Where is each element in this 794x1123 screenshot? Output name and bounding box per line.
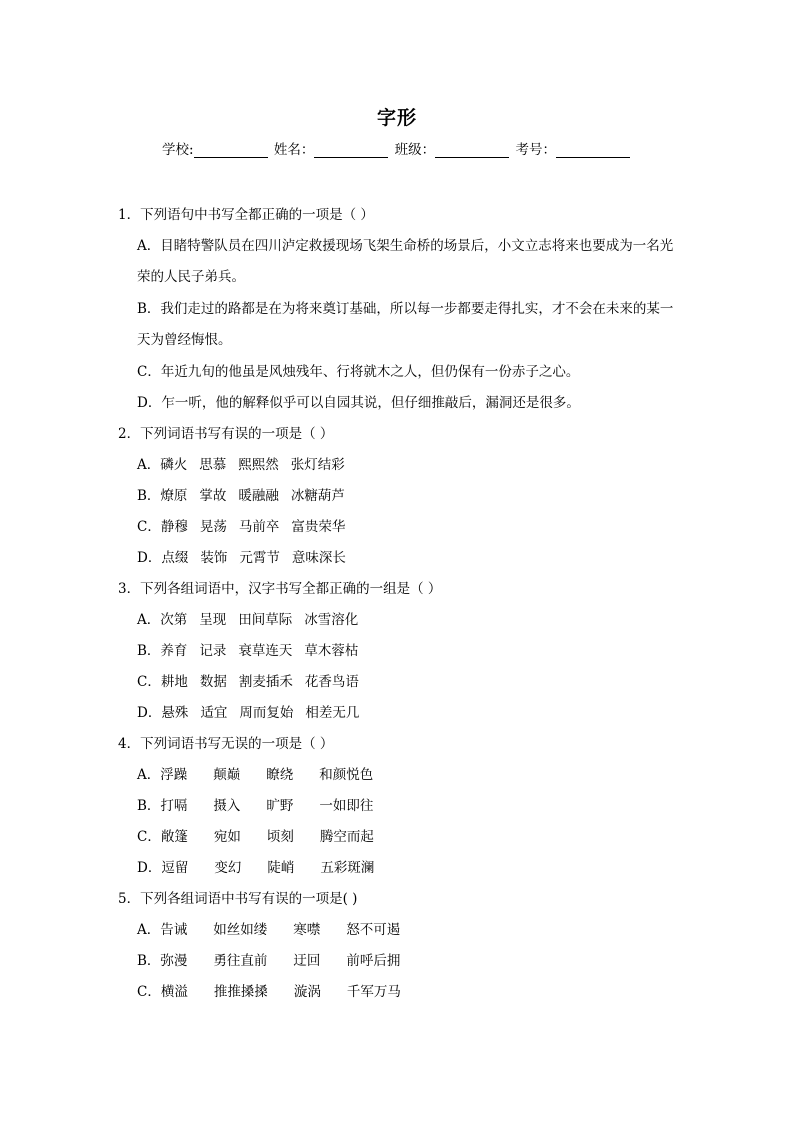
option-word: 富贵荣华 (291, 519, 346, 535)
option-letter: A． (137, 767, 161, 783)
name-blank (314, 143, 388, 158)
option-letter: B． (137, 488, 161, 504)
option-word: 花香鸟语 (304, 674, 359, 690)
class-label: 班级： (394, 142, 436, 158)
option-word: 思慕 (199, 457, 227, 473)
option-word: 呈现 (199, 612, 227, 628)
question-option (118, 703, 678, 734)
question-stem: 1．下列语句中书写全都正确的一项是（ ） (118, 207, 374, 223)
option-letter: C． (137, 519, 161, 535)
option-word: 相差无几 (305, 705, 360, 721)
option-word: 意味深长 (291, 550, 346, 566)
option-letter: B． (137, 643, 161, 659)
school-label: 学校: (162, 142, 194, 158)
option-word: 旷野 (266, 798, 294, 814)
option-letter: A． (137, 922, 161, 938)
name-label: 姓名： (273, 142, 315, 158)
question-option: A．目睹特警队员在四川泸定救援现场飞架生命桥的场景后，小文立志将来也要成为一名光荣的人民子弟兵。 (137, 238, 674, 285)
option-word: 变幻 (214, 860, 242, 876)
option-letter: D． (137, 860, 162, 876)
option-letter: C． (137, 984, 161, 1000)
option-word: 燎原 (160, 488, 188, 504)
question-option: C．年近九旬的他虽是风烛残年、行将就木之人，但仍保有一份赤子之心。 (137, 364, 580, 380)
option-word: 掌故 (199, 488, 227, 504)
option-word: 晃荡 (199, 519, 227, 535)
option-word: 次第 (160, 612, 188, 628)
question-option (118, 610, 678, 641)
option-word: 瞭绕 (266, 767, 294, 783)
option-word: 数据 (199, 674, 227, 690)
option-letter: B． (137, 953, 161, 969)
option-word: 装饰 (200, 550, 228, 566)
option-word: 千军万马 (346, 984, 401, 1000)
option-word: 宛如 (213, 829, 241, 845)
option-word: 磷火 (160, 457, 188, 473)
option-word: 暖融融 (238, 488, 279, 504)
question-option (118, 858, 678, 889)
option-word: 张灯结彩 (290, 457, 345, 473)
page-title: 字形 (376, 107, 417, 129)
option-word: 一如即往 (319, 798, 374, 814)
option-word: 元霄节 (239, 550, 280, 566)
question-option (118, 672, 678, 703)
question-option (118, 796, 678, 827)
option-word: 顷刻 (266, 829, 294, 845)
option-word: 耕地 (160, 674, 188, 690)
option-letter: C． (137, 829, 161, 845)
option-word: 腾空而起 (319, 829, 374, 845)
student-info-line (0, 138, 794, 158)
option-letter: D． (137, 550, 162, 566)
number-label: 考号： (515, 142, 556, 158)
option-word: 草木蓉枯 (304, 643, 359, 659)
option-word: 弥漫 (160, 953, 188, 969)
question-list (118, 205, 678, 1013)
option-letter: B． (137, 798, 161, 814)
option-word: 五彩斑澜 (320, 860, 375, 876)
question-option (118, 455, 678, 486)
question-option (118, 641, 678, 672)
option-word: 冰雪溶化 (304, 612, 359, 628)
option-word: 敞篷 (160, 829, 188, 845)
option-word: 和颜悦色 (319, 767, 374, 783)
question-option (118, 548, 678, 579)
option-word: 周而复始 (239, 705, 294, 721)
option-letter: A． (137, 457, 161, 473)
option-word: 浮躁 (160, 767, 188, 783)
question-option: D．乍一听，他的解释似乎可以自园其说，但仔细推敲后，漏洞还是很多。 (137, 395, 580, 411)
option-word: 养育 (160, 643, 188, 659)
option-word: 摄入 (213, 798, 241, 814)
question-stem: 4．下列词语书写无误的一项是（ ） (118, 736, 334, 752)
question-option (118, 486, 678, 517)
option-word: 推推搡搡 (213, 984, 268, 1000)
option-word: 颠巅 (213, 767, 241, 783)
option-word: 前呼后拥 (346, 953, 401, 969)
question-stem: 3．下列各组词语中，汉字书写全都正确的一组是（ ） (118, 581, 442, 597)
option-word: 割麦插禾 (238, 674, 293, 690)
option-word: 怒不可遏 (346, 922, 401, 938)
option-word: 悬殊 (161, 705, 189, 721)
option-letter: D． (137, 705, 162, 721)
option-letter: A． (137, 612, 161, 628)
option-word: 点缀 (161, 550, 189, 566)
question-option (118, 517, 678, 548)
option-word: 冰糖葫芦 (290, 488, 345, 504)
option-word: 逗留 (161, 860, 189, 876)
option-word: 迂回 (293, 953, 321, 969)
option-word: 漩涡 (293, 984, 321, 1000)
option-word: 告诫 (160, 922, 188, 938)
question-stem: 5．下列各组词语中书写有误的一项是( ) (118, 891, 358, 907)
option-word: 适宜 (200, 705, 228, 721)
question-option (118, 951, 678, 982)
option-word: 陡峭 (267, 860, 295, 876)
option-word: 衰草连天 (238, 643, 293, 659)
option-word: 勇往直前 (213, 953, 268, 969)
option-word: 打嗝 (160, 798, 188, 814)
option-word: 熙熙然 (238, 457, 279, 473)
option-letter: C． (137, 674, 161, 690)
option-word: 横溢 (160, 984, 188, 1000)
option-word: 马前卒 (238, 519, 280, 535)
option-word: 田间草际 (238, 612, 293, 628)
question-option (118, 982, 678, 1013)
question-option (118, 827, 678, 858)
question-option: B．我们走过的路都是在为将来奠订基础，所以每一步都要走得扎实，才不会在未来的某一天为曾经悔恨。 (137, 301, 674, 348)
question-option (118, 765, 678, 796)
school-blank (194, 143, 268, 158)
option-word: 如丝如缕 (213, 922, 268, 938)
question-stem: 2．下列词语书写有误的一项是（ ） (118, 426, 334, 442)
option-word: 寒噤 (293, 922, 321, 938)
option-word: 记录 (199, 643, 227, 659)
option-word: 静穆 (160, 519, 188, 535)
class-blank (435, 143, 509, 158)
question-option (118, 920, 678, 951)
number-blank (556, 143, 630, 158)
